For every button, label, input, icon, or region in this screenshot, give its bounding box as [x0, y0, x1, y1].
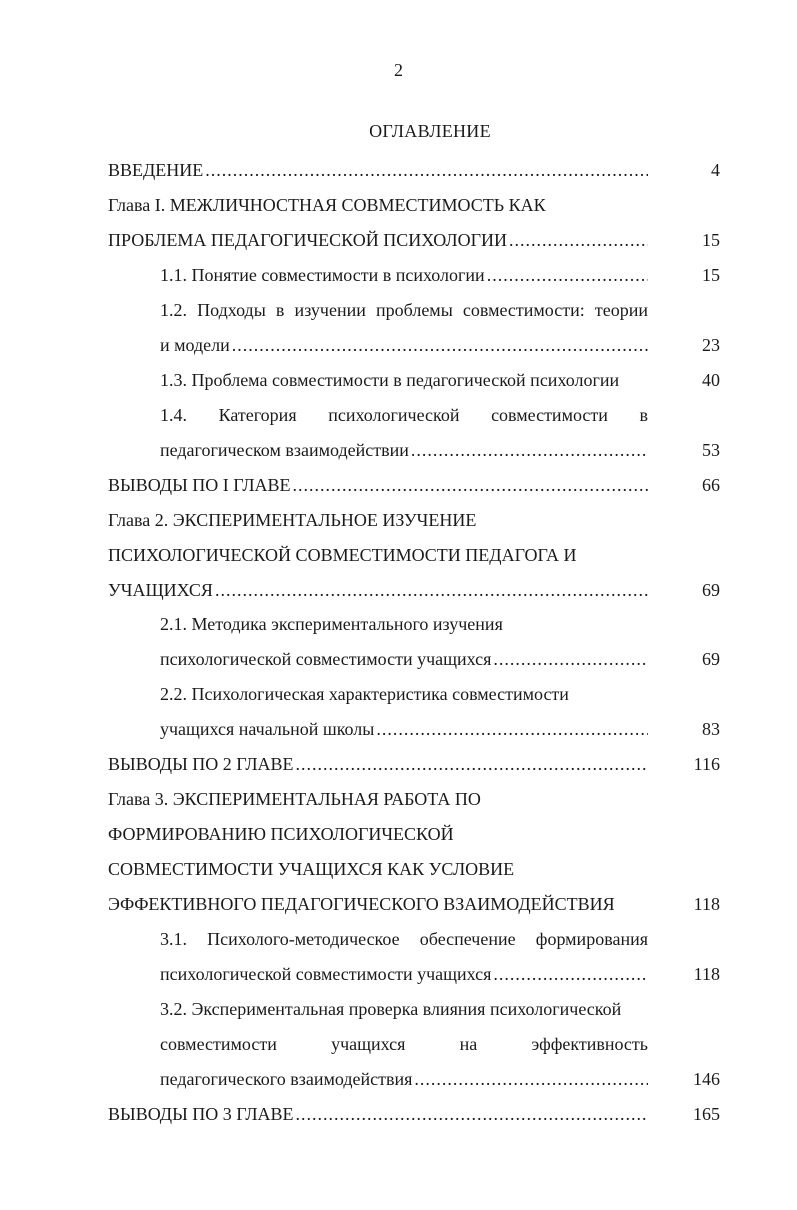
toc-page-number: 15 — [702, 229, 720, 250]
toc-entry-text: 1.2. Подходы в изучении проблемы совместимости: теории — [160, 299, 648, 320]
toc-entry — [160, 962, 648, 986]
toc-entry-text: ВЫВОДЫ ПО 2 ГЛАВЕ — [108, 754, 294, 775]
toc-entry-text: СОВМЕСТИМОСТИ УЧАЩИХСЯ КАК УСЛОВИЕ — [108, 859, 515, 880]
toc-page-number: 53 — [702, 439, 720, 460]
toc-entry-text: Глава 2. ЭКСПЕРИМЕНТАЛЬНОЕ ИЗУЧЕНИЕ — [108, 509, 477, 530]
toc-entry — [108, 822, 648, 846]
dot-leader — [215, 578, 648, 602]
toc-entry — [108, 578, 648, 602]
page-number: 2 — [394, 60, 403, 80]
toc-entry-text: 2.1. Методика экспериментального изучения — [160, 614, 503, 635]
toc-entry — [160, 647, 648, 671]
toc-title: ОГЛАВЛЕНИЕ — [369, 121, 491, 141]
toc-entry — [160, 997, 648, 1021]
toc-entry — [160, 1067, 648, 1091]
toc-page-number: 83 — [702, 719, 720, 740]
toc-entry-text: Глава 3. ЭКСПЕРИМЕНТАЛЬНАЯ РАБОТА ПО — [108, 789, 481, 810]
toc-entry — [160, 682, 648, 706]
toc-entry-text: Глава I. МЕЖЛИЧНОСТНАЯ СОВМЕСТИМОСТЬ КАК — [108, 194, 546, 215]
dot-leader — [411, 438, 648, 462]
dot-leader — [509, 228, 648, 252]
toc-entry — [160, 717, 648, 741]
toc-entry-text: учащихся начальной школы — [160, 719, 375, 740]
toc-entry-text: ВЫВОДЫ ПО I ГЛАВЕ — [108, 474, 291, 495]
toc-entry — [160, 438, 648, 462]
toc-entry-text: 3.1. Психолого-методическое обеспечение формирования — [160, 929, 648, 950]
toc-entry-text: 1.1. Понятие совместимости в психологии — [160, 264, 485, 285]
toc-page-number: 66 — [702, 474, 720, 495]
toc-page-number: 23 — [702, 334, 720, 355]
toc-entry-text: совместимости учащихся на эффективность — [160, 1034, 648, 1054]
dot-leader — [487, 263, 648, 287]
toc-entry-text: УЧАЩИХСЯ — [108, 579, 213, 600]
toc-entry — [108, 543, 648, 567]
toc-entry — [108, 787, 648, 811]
dot-leader — [414, 1067, 648, 1091]
toc-entry — [160, 927, 648, 951]
toc-entry-text: ПРОБЛЕМА ПЕДАГОГИЧЕСКОЙ ПСИХОЛОГИИ — [108, 229, 508, 250]
toc-entry — [108, 1102, 648, 1126]
toc-entry-text: ВВЕДЕНИЕ — [108, 160, 204, 180]
toc-entry-text: психологической совместимости учащихся — [160, 649, 492, 670]
toc-entry-text: 1.4. Категория психологической совместимости в — [160, 404, 648, 425]
toc-entry — [160, 1032, 648, 1056]
dot-leader — [493, 647, 648, 671]
dot-leader — [296, 752, 648, 776]
dot-leader — [293, 473, 648, 497]
toc-page-number: 118 — [693, 894, 720, 915]
toc-entry-text: педагогическом взаимодействии — [160, 439, 409, 460]
dot-leader — [296, 1102, 648, 1126]
toc-entry — [108, 857, 648, 881]
toc-entry — [108, 193, 648, 217]
toc-page-number: 69 — [702, 579, 720, 600]
toc-entry — [160, 403, 648, 427]
toc-entry-text: психологической совместимости учащихся — [160, 964, 492, 985]
toc-entry — [108, 508, 648, 532]
toc-page-number: 146 — [693, 1068, 720, 1089]
toc-entry-text: педагогического взаимодействия — [160, 1068, 413, 1089]
toc-entry-text: 1.3. Проблема совместимости в педагогической психологии — [160, 369, 620, 390]
toc-entry-text: ЭФФЕКТИВНОГО ПЕДАГОГИЧЕСКОГО ВЗАИМОДЕЙСТВИЯ — [108, 894, 615, 915]
toc-entry-text: и модели — [160, 334, 230, 355]
toc-page-number: 4 — [711, 160, 720, 180]
toc-entry — [108, 158, 648, 182]
toc-entry — [160, 333, 648, 357]
toc-page-number: 118 — [693, 964, 720, 985]
toc-page-number: 165 — [693, 1103, 720, 1124]
dot-leader — [205, 158, 648, 182]
dot-leader — [232, 333, 648, 357]
toc-page-number: 69 — [702, 649, 720, 670]
toc-entry — [160, 612, 648, 636]
toc-entry — [108, 473, 648, 497]
toc-entry-text: ВЫВОДЫ ПО 3 ГЛАВЕ — [108, 1103, 294, 1124]
toc-entry-text: ПСИХОЛОГИЧЕСКОЙ СОВМЕСТИМОСТИ ПЕДАГОГА И — [108, 544, 577, 565]
toc-entry-text: 3.2. Экспериментальная проверка влияния психологической — [160, 999, 622, 1020]
dot-leader — [493, 962, 648, 986]
toc-entry-text: ФОРМИРОВАНИЮ ПСИХОЛОГИЧЕСКОЙ — [108, 824, 454, 845]
toc-entry — [108, 892, 648, 916]
toc-entry-text: 2.2. Психологическая характеристика совместимости — [160, 684, 569, 705]
toc-page-number: 15 — [702, 264, 720, 285]
toc-entry — [160, 263, 648, 287]
toc-entry — [108, 752, 648, 776]
toc-entry — [108, 228, 648, 252]
toc-entry — [160, 368, 648, 392]
dot-leader — [376, 717, 648, 741]
toc-page-number: 40 — [702, 369, 720, 390]
toc-page-number: 116 — [693, 754, 720, 775]
toc-entry — [160, 298, 648, 322]
